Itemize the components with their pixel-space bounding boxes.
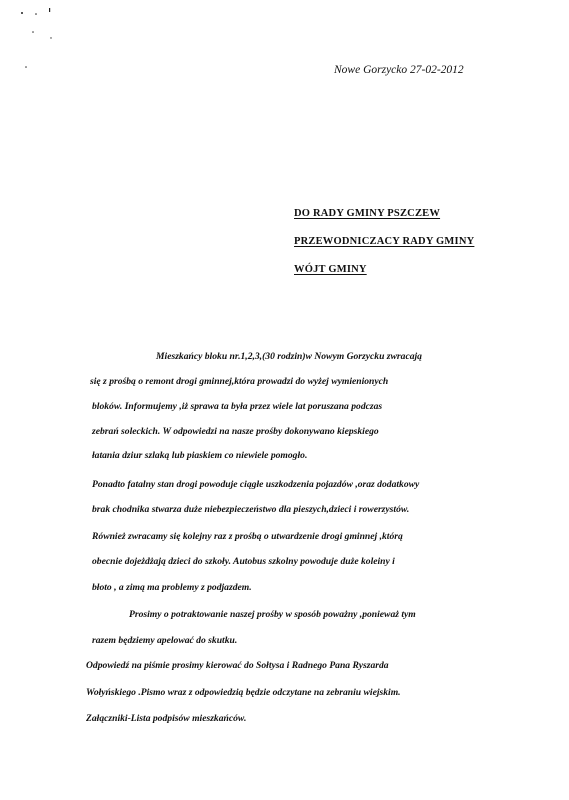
scan-specks — [0, 0, 80, 80]
body-line: Załączniki-Lista podpisów mieszkańców. — [86, 713, 247, 724]
body-line: brak chodnika stwarza duże niebezpieczeństwo dla pieszych,dzieci i rowerzystów. — [92, 504, 410, 515]
body-line: Odpowiedź na piśmie prosimy kierować do Sołtysa i Radnego Pana Ryszarda — [86, 660, 389, 671]
body-line: Mieszkańcy bloku nr.1,2,3,(30 rodzin)w Nowym Gorzycku zwracają — [156, 351, 422, 362]
addressee-council: DO RADY GMINY PSZCZEW — [294, 208, 441, 219]
addressee-block — [294, 208, 474, 292]
body-line: Wołyńskiego .Pismo wraz z odpowiedzią będzie odczytane na zebraniu wiejskim. — [86, 687, 401, 698]
body-line: obecnie dojeżdżają dzieci do szkoły. Autobus szkolny powoduje duże koleiny i — [92, 556, 395, 567]
body-line: błoto , a zimą ma problemy z podjazdem. — [92, 582, 252, 593]
addressee-chairman: PRZEWODNICZACY RADY GMINY — [294, 236, 475, 247]
body-line: Prosimy o potraktowanie naszej prośby w sposób poważny ,ponieważ tym — [129, 609, 416, 620]
date-line: Nowe Gorzycko 27-02-2012 — [334, 64, 464, 76]
body-line: zebrań soleckich. W odpowiedzi na nasze prośby dokonywano kiepskiego — [92, 426, 379, 437]
body-line: Ponadto fatalny stan drogi powoduje ciągłe uszkodzenia pojazdów ,oraz dodatkowy — [92, 479, 420, 490]
addressee-mayor: WÓJT GMINY — [294, 264, 367, 275]
body-line: razem będziemy apelować do skutku. — [92, 635, 238, 646]
body-line: się z prośbą o remont drogi gminnej,która prowadzi do wyżej wymienionych — [90, 376, 389, 387]
body-line: łatania dziur szlaką lub piaskiem co niewiele pomogło. — [92, 450, 308, 461]
body-line: Również zwracamy się kolejny raz z prośbą o utwardzenie drogi gminnej ,którą — [92, 531, 403, 542]
body-line: bloków. Informujemy ,iż sprawa ta była przez wiele lat poruszana podczas — [92, 401, 383, 412]
